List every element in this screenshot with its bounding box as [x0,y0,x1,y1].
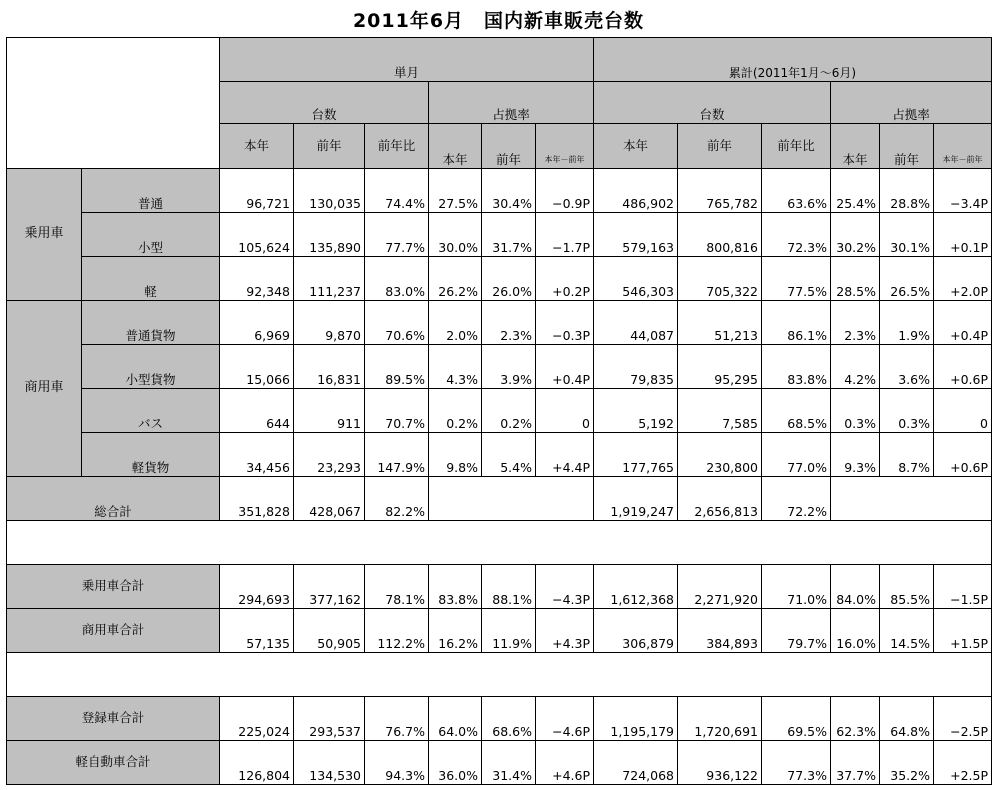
cell: +4.4P [536,433,594,477]
header-monthly-share: 占拠率 [429,82,594,124]
cell: 3.9% [482,345,536,389]
cell: 384,893 [678,609,762,653]
row-label: 乗用車合計 [7,565,220,609]
cell: 0.3% [831,389,880,433]
cell: 579,163 [594,213,678,257]
cell: 37.7% [831,741,880,785]
cell: 70.7% [365,389,429,433]
table-row [7,697,992,741]
cell: 1,195,179 [594,697,678,741]
row-label: 普通貨物 [82,301,220,345]
cell: 105,624 [220,213,294,257]
cell: 76.7% [365,697,429,741]
cell: 0.2% [482,389,536,433]
cell: 27.5% [429,169,482,213]
empty-cell [831,477,992,521]
cell: 0 [536,389,594,433]
cell: −1.5P [934,565,992,609]
cell: 83.0% [365,257,429,301]
cell: 7,585 [678,389,762,433]
cell: 31.7% [482,213,536,257]
cell: −0.9P [536,169,594,213]
cell: −4.6P [536,697,594,741]
table-row [7,169,992,213]
cell: 79,835 [594,345,678,389]
cell: 92,348 [220,257,294,301]
cell: +0.4P [536,345,594,389]
cell: 16.2% [429,609,482,653]
table-row [7,257,992,301]
cell: 77.5% [762,257,831,301]
cell: 230,800 [678,433,762,477]
row-label: 小型貨物 [82,345,220,389]
cell: 9,870 [294,301,365,345]
cell: −2.5P [934,697,992,741]
header-monthly: 単月 [220,38,594,82]
cell: 95,295 [678,345,762,389]
cell: 11.9% [482,609,536,653]
cell: 36.0% [429,741,482,785]
cell: 70.6% [365,301,429,345]
table-row [7,345,992,389]
cell: 64.8% [880,697,934,741]
table-row [7,389,992,433]
cell: 50,905 [294,609,365,653]
cell: 82.2% [365,477,429,521]
cell: 62.3% [831,697,880,741]
row-label: 小型 [82,213,220,257]
row-label: 商用車合計 [7,609,220,653]
cell: −3.4P [934,169,992,213]
cell: +0.6P [934,433,992,477]
cell: 8.7% [880,433,934,477]
cell: 88.1% [482,565,536,609]
cell: 15,066 [220,345,294,389]
row-label: 普通 [82,169,220,213]
cell: 1,919,247 [594,477,678,521]
table-row [7,609,992,653]
cell: 2,271,920 [678,565,762,609]
header-cumulative: 累計(2011年1月～6月) [594,38,992,82]
cell: +0.1P [934,213,992,257]
cell: +0.6P [934,345,992,389]
cell: 4.2% [831,345,880,389]
cell: +4.3P [536,609,594,653]
cell: 724,068 [594,741,678,785]
cell: 225,024 [220,697,294,741]
cell: 351,828 [220,477,294,521]
header-m-this-year: 本年 [220,124,294,169]
cell: 72.2% [762,477,831,521]
cell: 1.9% [880,301,934,345]
cell: 69.5% [762,697,831,741]
cell: 293,537 [294,697,365,741]
corner-cell [7,38,220,169]
empty-cell [429,477,594,521]
table-row [7,213,992,257]
cell: 83.8% [762,345,831,389]
cell: 83.8% [429,565,482,609]
cell: 112.2% [365,609,429,653]
page-title: 2011年6月 国内新車販売台数 [352,10,645,32]
cell: 111,237 [294,257,365,301]
header-m-share-last: 前年 [482,124,536,169]
cell: 26.2% [429,257,482,301]
cell: 428,067 [294,477,365,521]
sales-table [6,37,992,785]
cell: +0.2P [536,257,594,301]
cell: 936,122 [678,741,762,785]
cell: 71.0% [762,565,831,609]
cell: 89.5% [365,345,429,389]
header-c-yoy: 前年比 [762,124,831,169]
cell: 6,969 [220,301,294,345]
cell: 85.5% [880,565,934,609]
table-row [7,301,992,345]
cell: 26.0% [482,257,536,301]
cell: 377,162 [294,565,365,609]
cell: 84.0% [831,565,880,609]
cell: 2.3% [831,301,880,345]
cell: 306,879 [594,609,678,653]
cell: 16,831 [294,345,365,389]
cell: 0 [934,389,992,433]
cell: 5.4% [482,433,536,477]
cell: 3.6% [880,345,934,389]
cell: −1.7P [536,213,594,257]
table-row-total [7,477,992,521]
group-passenger: 乗用車 [7,169,82,301]
cell: 25.4% [831,169,880,213]
cell: −0.3P [536,301,594,345]
cell: 34,456 [220,433,294,477]
cell: 23,293 [294,433,365,477]
cell: 644 [220,389,294,433]
cell: 64.0% [429,697,482,741]
cell: 0.3% [880,389,934,433]
row-label: 軽貨物 [82,433,220,477]
header-m-last-year: 前年 [294,124,365,169]
cell: +4.6P [536,741,594,785]
cell: 94.3% [365,741,429,785]
cell: 72.3% [762,213,831,257]
row-label: バス [82,389,220,433]
cell: 68.5% [762,389,831,433]
cell: 28.8% [880,169,934,213]
cell: 35.2% [880,741,934,785]
cell: 546,303 [594,257,678,301]
cell: 126,804 [220,741,294,785]
cell: 2.3% [482,301,536,345]
cell: 78.1% [365,565,429,609]
cell: 294,693 [220,565,294,609]
cell: 486,902 [594,169,678,213]
cell: 177,765 [594,433,678,477]
cell: 147.9% [365,433,429,477]
cell: 1,720,691 [678,697,762,741]
cell: 135,890 [294,213,365,257]
group-commercial: 商用車 [7,301,82,477]
cell: 51,213 [678,301,762,345]
cell: 2.0% [429,301,482,345]
cell: 79.7% [762,609,831,653]
header-cum-share: 占拠率 [831,82,992,124]
cell: 9.3% [831,433,880,477]
cell: 14.5% [880,609,934,653]
header-m-diff: 本年－前年 [536,124,594,169]
cell: 134,530 [294,741,365,785]
header-c-diff: 本年－前年 [934,124,992,169]
cell: 0.2% [429,389,482,433]
table-row [7,433,992,477]
row-label: 軽 [82,257,220,301]
cell: 2,656,813 [678,477,762,521]
cell: 16.0% [831,609,880,653]
cell: 63.6% [762,169,831,213]
cell: 26.5% [880,257,934,301]
spacer-row [7,653,992,697]
header-m-yoy: 前年比 [365,124,429,169]
cell: 96,721 [220,169,294,213]
cell: 44,087 [594,301,678,345]
cell: +0.4P [934,301,992,345]
cell: 68.6% [482,697,536,741]
cell: 9.8% [429,433,482,477]
cell: 31.4% [482,741,536,785]
cell: +1.5P [934,609,992,653]
header-c-share-this: 本年 [831,124,880,169]
row-label: 登録車合計 [7,697,220,741]
cell: 77.7% [365,213,429,257]
cell: +2.0P [934,257,992,301]
total-label: 総合計 [7,477,220,521]
cell: 74.4% [365,169,429,213]
header-c-this-year: 本年 [594,124,678,169]
cell: 5,192 [594,389,678,433]
cell: 800,816 [678,213,762,257]
header-c-last-year: 前年 [678,124,762,169]
cell: 77.0% [762,433,831,477]
cell: 86.1% [762,301,831,345]
cell: 765,782 [678,169,762,213]
cell: 57,135 [220,609,294,653]
header-m-share-this: 本年 [429,124,482,169]
cell: 30.1% [880,213,934,257]
cell: −4.3P [536,565,594,609]
header-cum-units: 台数 [594,82,831,124]
table-row [7,565,992,609]
cell: 30.2% [831,213,880,257]
cell: 30.4% [482,169,536,213]
cell: 4.3% [429,345,482,389]
cell: 130,035 [294,169,365,213]
table-row [7,741,992,785]
header-monthly-units: 台数 [220,82,429,124]
row-label: 軽自動車合計 [7,741,220,785]
cell: 30.0% [429,213,482,257]
cell: 1,612,368 [594,565,678,609]
cell: 705,322 [678,257,762,301]
cell: +2.5P [934,741,992,785]
spacer-row [7,521,992,565]
header-c-share-last: 前年 [880,124,934,169]
cell: 28.5% [831,257,880,301]
cell: 77.3% [762,741,831,785]
cell: 911 [294,389,365,433]
